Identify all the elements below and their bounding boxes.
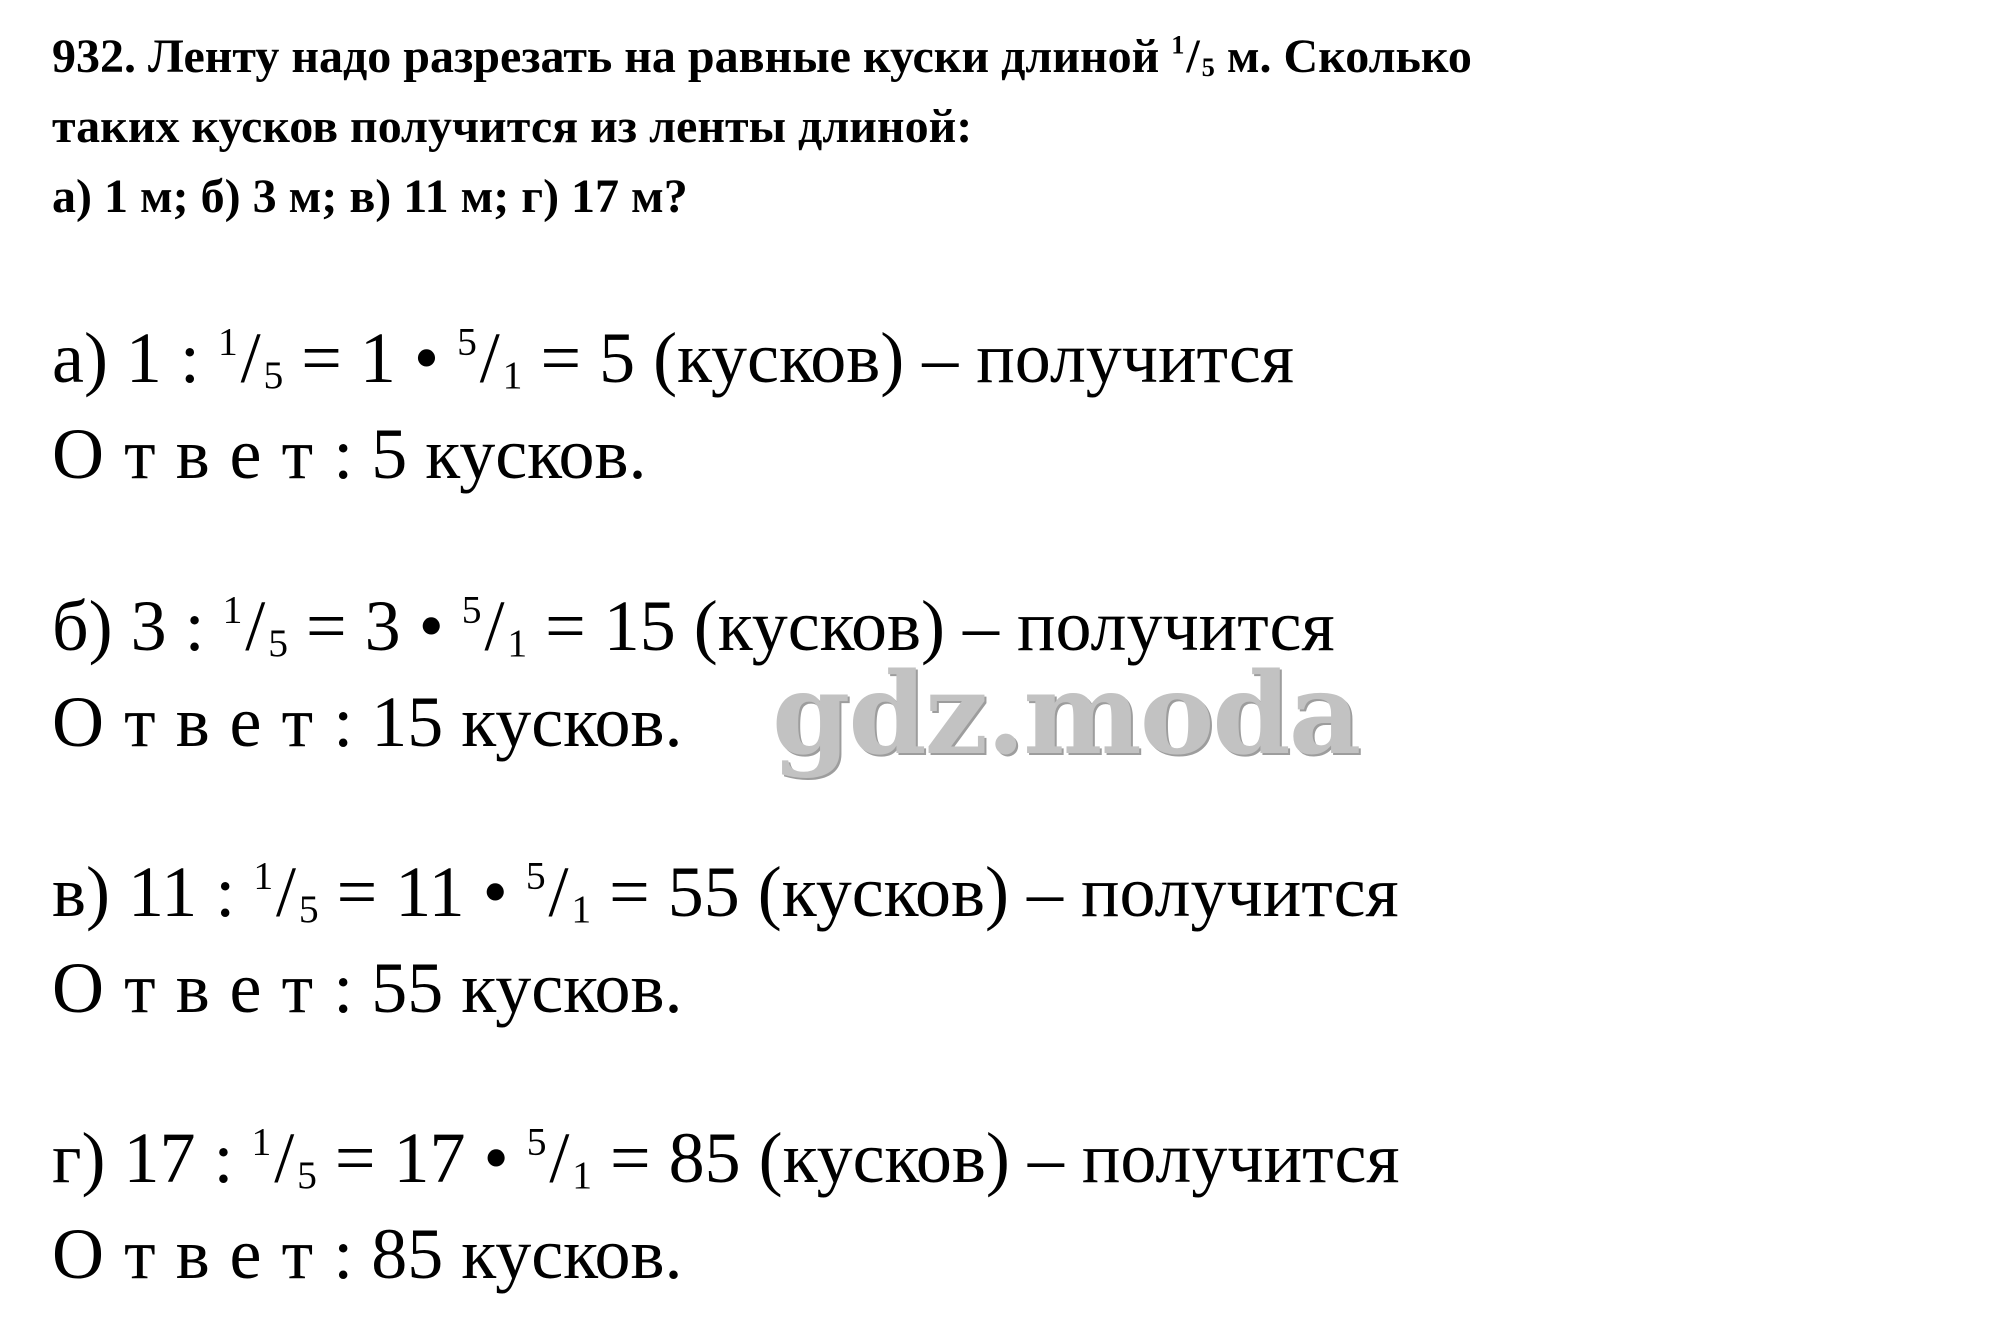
solution-equation: б) 3 : $^1$/5 = 3 • $^5$/1 = 15 (кусков) – получится [52,586,1335,666]
solution-c [52,844,1972,1036]
solution-answer [52,940,1972,1036]
answer-text: 85 кусков. [371,1214,683,1294]
fraction: $^1$/5 [217,318,284,398]
fraction: $^1$/5 [222,586,288,666]
fraction: $^5$/1 [457,318,523,398]
fraction: $^5$/1 [461,586,528,666]
fraction: $^5$/1 [525,852,592,932]
answer-text: 15 кусков. [371,682,683,762]
solution-a [52,310,1972,502]
answer-label: Ответ: [52,1214,374,1294]
answer-label: Ответ: [52,414,374,494]
answer-text: 55 кусков. [371,948,683,1028]
task-line-2: таких кусков получится из ленты длиной: [52,100,973,153]
answer-text: 5 кусков. [371,414,647,494]
fraction: $^1$/5 [251,1118,317,1198]
task-line-1 [52,22,1972,92]
solution-equation: а) 1 : $^1$/5 = 1 • $^5$/1 = 5 (кусков) – получится [52,318,1294,398]
fraction: $^1$/5 [253,852,319,932]
watermark-logo: gdz.moda [772,649,1360,780]
solution-d [52,1110,1972,1302]
solution-equation: в) 11 : $^1$/5 = 11 • $^5$/1 = 55 (кусков) – получится [52,852,1399,932]
answer-label: Ответ: [52,948,374,1028]
solution-answer [52,406,1972,502]
solution-answer [52,1206,1972,1302]
task-fraction: $^1$/5 [1171,29,1215,83]
task-text-start: Ленту надо разрезать на равные куски длиной [148,30,1160,83]
fraction: $^5$/1 [526,1118,593,1198]
task-number: 932. [52,30,136,83]
task-statement [52,22,1972,232]
answer-label: Ответ: [52,682,374,762]
task-text-end: м. Сколько [1226,30,1472,83]
task-line-3: а) 1 м; б) 3 м; в) 11 м; г) 17 м? [52,170,688,223]
solution-equation: г) 17 : $^1$/5 = 17 • $^5$/1 = 85 (кусков) – получится [52,1118,1400,1198]
